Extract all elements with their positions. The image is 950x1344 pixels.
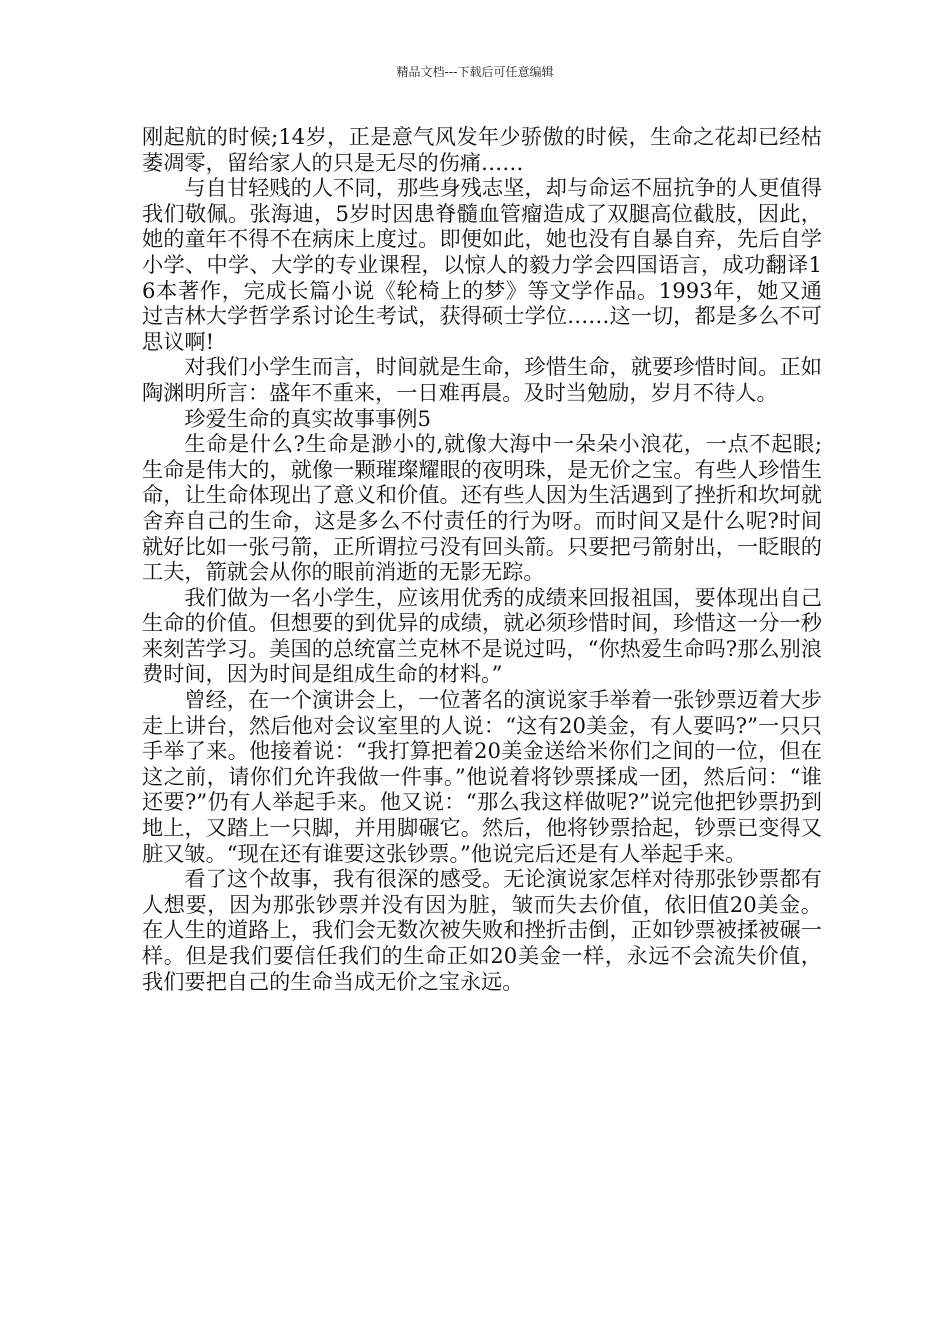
paragraph: 曾经，在一个演讲会上，一位著名的演说家手举着一张钞票迈着大步走上讲台，然后他对会议室里的人说：“这有20美金，有人要吗?”一只只手举了来。他接着说：“我打算把着20美金送给米你们之间的一位，但在这之前，请你们允许我做一件事。”他说着将钞票揉成一团，然后问：“谁还要?”仍有人举起手来。他又说：“那么我这样做呢?”说完他把钞票扔到地上，又踏上一只脚，并用脚碾它。然后，他将钞票拾起，钞票已变得又脏又皱。“现在还有谁要这张钞票。”他说完后还是有人举起手来。 <box>142 687 822 866</box>
page-header: 精品文档---下载后可任意编辑 <box>396 65 554 79</box>
paragraph-continuation: 刚起航的时候;14岁，正是意气风发年少骄傲的时候，生命之花却已经枯萎凋零，留给家人的只是无尽的伤痛…… <box>142 124 822 175</box>
paragraph: 我们做为一名小学生，应该用优秀的成绩来回报祖国，要体现出自己生命的价值。但想要的到优异的成绩，就必须珍惜时间，珍惜这一分一秒来刻苦学习。美国的总统富兰克林不是说过吗，“你热爱生命吗?那么别浪费时间，因为时间是组成生命的材料。” <box>142 584 822 687</box>
paragraph: 看了这个故事，我有很深的感受。无论演说家怎样对待那张钞票都有人想要，因为那张钞票并没有因为脏，皱而失去价值，依旧值20美金。在人生的道路上，我们会无数次被失败和挫折击倒，正如钞票被揉被碾一样。但是我们要信任我们的生命正如20美金一样，永远不会流失价值，我们要把自己的生命当成无价之宝永远。 <box>142 866 822 994</box>
paragraph: 生命是什么?生命是渺小的,就像大海中一朵朵小浪花，一点不起眼;生命是伟大的，就像一颗璀璨耀眼的夜明珠，是无价之宝。有些人珍惜生命，让生命体现出了意义和价值。还有些人因为生活遇到了挫折和坎坷就舍弃自己的生命，这是多么不付责任的行为呀。而时间又是什么呢?时间就好比如一张弓箭，正所谓拉弓没有回头箭。只要把弓箭射出，一眨眼的工夫，箭就会从你的眼前消逝的无影无踪。 <box>142 431 822 585</box>
paragraph: 对我们小学生而言，时间就是生命，珍惜生命，就要珍惜时间。正如陶渊明所言：盛年不重来，一日难再晨。及时当勉励，岁月不待人。 <box>142 354 822 405</box>
document-body <box>142 124 822 994</box>
paragraph: 与自甘轻贱的人不同，那些身残志坚，却与命运不屈抗争的人更值得我们敬佩。张海迪，5岁时因患脊髓血管瘤造成了双腿高位截肢，因此，她的童年不得不在病床上度过。即便如此，她也没有自暴自弃，先后自学小学、中学、大学的专业课程，以惊人的毅力学会四国语言，成功翻译16本著作，完成长篇小说《轮椅上的梦》等文学作品。1993年，她又通过吉林大学哲学系讨论生考试，获得硕士学位……这一切，都是多么不可思议啊! <box>142 175 822 354</box>
section-heading: 珍爱生命的真实故事事例5 <box>184 405 431 431</box>
